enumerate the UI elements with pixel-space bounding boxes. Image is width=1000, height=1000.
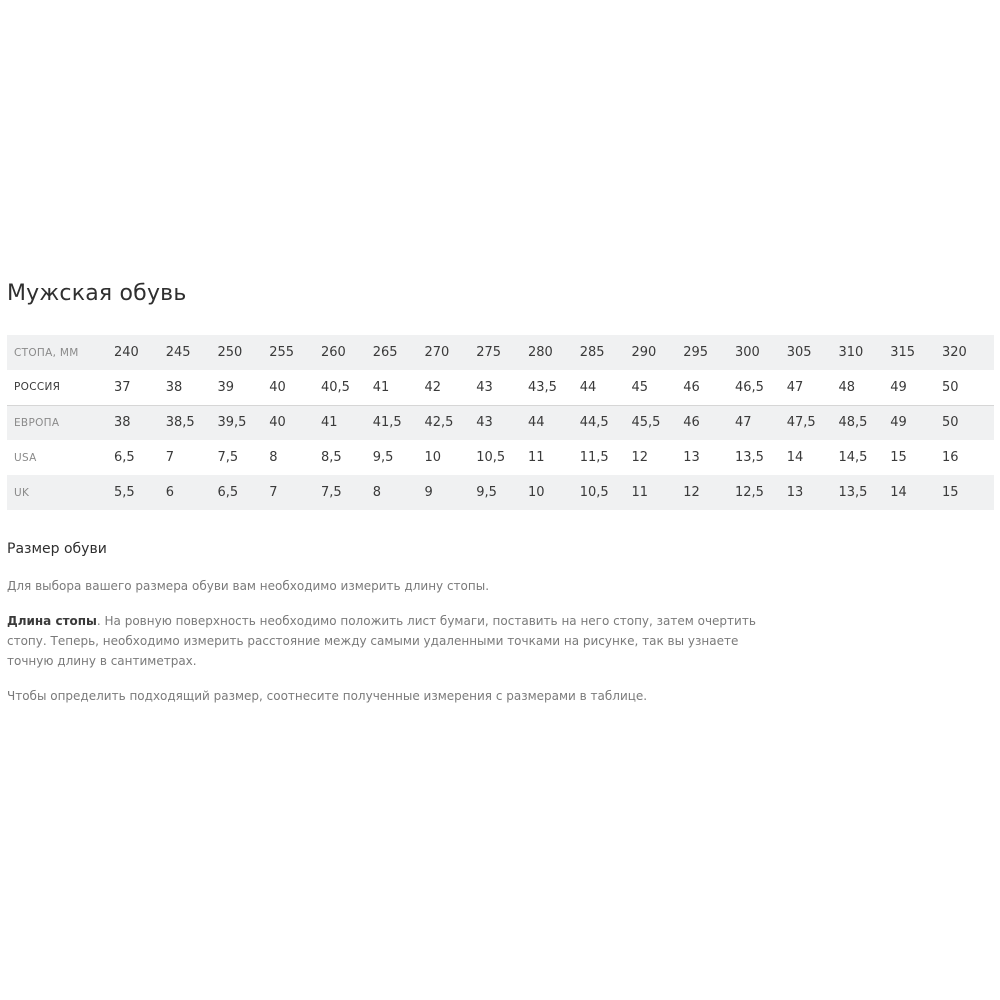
size-cell: 310 [838, 345, 864, 360]
size-cell: 11,5 [579, 450, 609, 465]
size-cell: 300 [735, 345, 760, 360]
row-usa [7, 440, 994, 475]
section-heading-shoe-size: Размер обуви [7, 541, 107, 557]
size-cell: 290 [631, 345, 657, 360]
size-cell: 275 [476, 345, 502, 360]
page-title: Мужская обувь [7, 281, 187, 306]
foot-length-text: . На ровную поверхность необходимо положить лист бумаги, поставить на него стопу, затем очертить стопу. Теперь, необходимо измерить расстояние между самыми удаленными точками на рисунке, так вы узнаете точную длину в сантиметрах. [7, 614, 756, 668]
size-cell: 46 [683, 370, 735, 405]
size-cell: 280 [528, 345, 553, 360]
size-cell: 38,5 [165, 415, 195, 431]
size-cell: 9,5 [372, 450, 394, 465]
size-cell: 12 [631, 450, 649, 465]
size-cell: 47 [735, 415, 752, 431]
size-cell: 47,5 [786, 415, 816, 431]
size-cell: 43,5 [528, 370, 580, 405]
size-cell: 7,5 [217, 450, 239, 465]
size-cell: 9 [424, 485, 433, 500]
size-cell: 250 [217, 345, 243, 360]
intro-paragraph: Для выбора вашего размера обуви вам необходимо измерить длину стопы. [7, 579, 490, 593]
size-cell: 47 [787, 370, 839, 405]
size-cell: 40 [269, 370, 321, 405]
size-cell: 7,5 [321, 485, 342, 500]
size-cell: 38 [166, 370, 218, 405]
size-cell: 305 [786, 345, 812, 360]
size-cell: 295 [683, 345, 709, 360]
size-cell: 44 [580, 370, 632, 405]
size-cell: 16 [942, 450, 959, 465]
row-label: USA [14, 451, 37, 464]
size-cell: 43 [476, 370, 528, 405]
row-russia [7, 370, 994, 405]
size-cell: 42 [425, 370, 477, 405]
size-cell: 15 [942, 485, 959, 500]
size-cell: 9,5 [476, 485, 497, 500]
size-cell: 10,5 [579, 485, 609, 500]
size-cell: 7 [165, 450, 175, 465]
foot-length-term: Длина стопы [7, 614, 97, 628]
size-cell: 37 [114, 370, 166, 405]
size-cell: 260 [321, 345, 346, 360]
size-cell: 5,5 [114, 485, 135, 500]
size-cell: 14 [890, 485, 907, 500]
size-cell: 15 [890, 450, 907, 465]
size-cell: 8 [372, 485, 382, 500]
size-cell: 255 [269, 345, 295, 360]
size-cell: 42,5 [424, 415, 454, 431]
size-cell: 270 [424, 345, 450, 360]
row-label: РОССИЯ [7, 370, 114, 405]
size-cell: 320 [942, 345, 967, 360]
size-cell: 315 [890, 345, 916, 360]
size-cell: 8 [269, 450, 278, 465]
size-cell: 45,5 [631, 415, 661, 431]
size-cell: 12 [683, 485, 700, 500]
size-cell: 7 [269, 485, 278, 500]
size-cell: 39 [218, 370, 270, 405]
size-cell: 48 [839, 370, 891, 405]
size-cell: 11 [528, 450, 545, 465]
size-cell: 45 [632, 370, 684, 405]
size-cell: 41 [321, 415, 338, 431]
row-label: СТОПА, ММ [14, 346, 79, 359]
size-cell: 49 [890, 370, 942, 405]
size-cell: 285 [579, 345, 605, 360]
size-cell: 10 [424, 450, 442, 465]
row-uk [7, 475, 994, 510]
size-cell: 41,5 [372, 415, 402, 431]
size-cell: 14 [786, 450, 804, 465]
size-cell: 11 [631, 485, 649, 500]
size-cell: 10 [528, 485, 545, 500]
size-cell: 44 [528, 415, 545, 431]
size-cell: 8,5 [321, 450, 342, 465]
size-cell: 50 [942, 370, 994, 405]
size-cell: 10,5 [476, 450, 506, 465]
size-cell: 40 [269, 415, 286, 431]
size-cell: 13 [786, 485, 804, 500]
foot-length-paragraph [7, 611, 767, 671]
size-cell: 46,5 [735, 370, 787, 405]
row-foot-length-mm [7, 335, 994, 370]
size-cell: 44,5 [579, 415, 609, 431]
size-cell: 39,5 [217, 415, 247, 431]
size-chart-table [7, 335, 994, 510]
size-cell: 6,5 [114, 450, 135, 465]
size-cell: 14,5 [838, 450, 868, 465]
size-cell: 49 [890, 415, 907, 431]
size-cell: 43 [476, 415, 493, 431]
size-cell: 12,5 [735, 485, 764, 500]
size-cell: 240 [114, 345, 139, 360]
size-cell: 41 [373, 370, 425, 405]
row-label: UK [14, 486, 30, 499]
size-cell: 245 [165, 345, 191, 360]
size-cell: 6 [165, 485, 175, 500]
size-cell: 265 [372, 345, 398, 360]
size-cell: 38 [114, 415, 131, 431]
size-cell: 48,5 [838, 415, 868, 431]
size-cell: 13 [683, 450, 700, 465]
row-label: ЕВРОПА [14, 416, 60, 429]
size-cell: 40,5 [321, 370, 373, 405]
row-europe [7, 405, 994, 440]
size-cell: 50 [942, 415, 959, 431]
size-cell: 13,5 [838, 485, 868, 500]
size-cell: 46 [683, 415, 700, 431]
conclusion-paragraph: Чтобы определить подходящий размер, соотнесите полученные измерения с размерами в таблице. [7, 689, 648, 703]
size-cell: 13,5 [735, 450, 764, 465]
size-cell: 6,5 [217, 485, 239, 500]
